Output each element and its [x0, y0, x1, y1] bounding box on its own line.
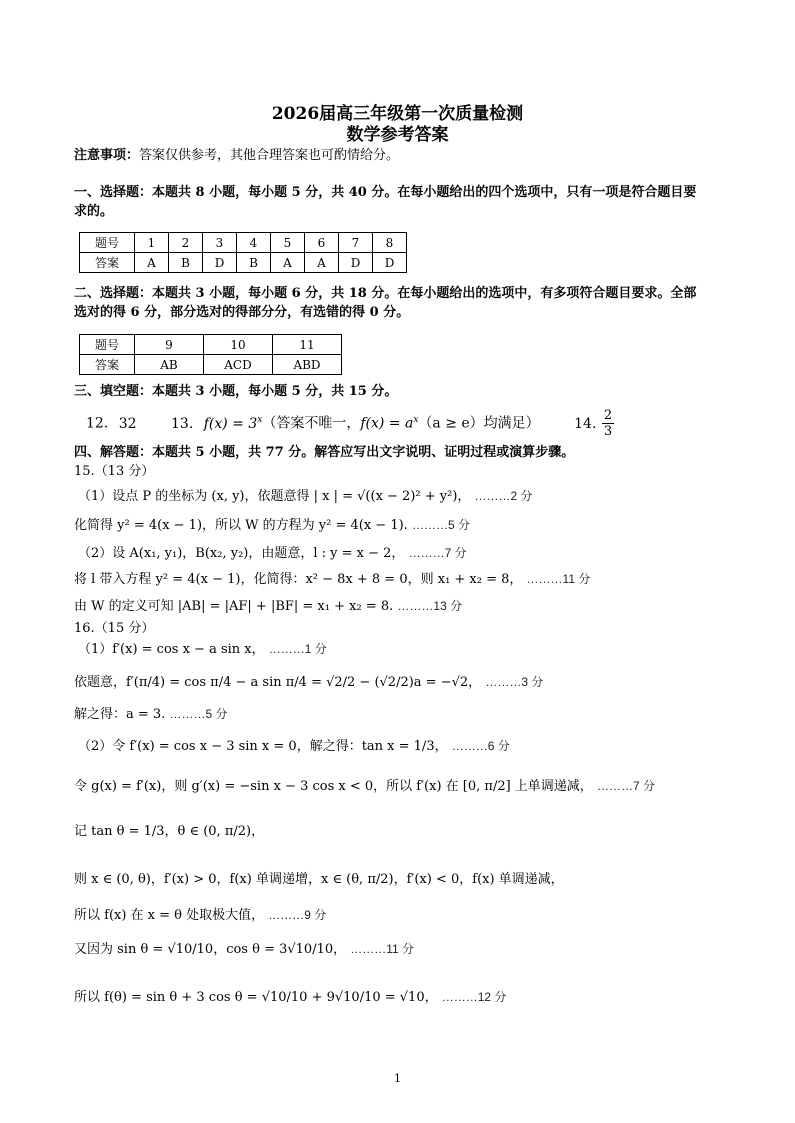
table-cell: 11: [273, 335, 342, 355]
table-cell: 1: [135, 233, 169, 253]
problem16-line3: [74, 705, 227, 724]
q13-answer-exponent: x: [257, 414, 263, 425]
table-cell: D: [373, 253, 407, 273]
section1-heading-line2: 求的。: [74, 204, 114, 219]
problem16-line2: [74, 673, 543, 692]
table-cell: A: [135, 253, 169, 273]
problem15-line5-text: 由 W 的定义可知 |AB| = |AF| + |BF| = x₁ + x₂ = 8.: [74, 599, 394, 614]
problem15-line1: [78, 487, 533, 506]
table-cell: D: [203, 253, 237, 273]
problem15-line1-text: （1）设点 P 的坐标为 (x, y)，依题意得 | x | = √((x − 2)² + y²)，: [78, 489, 471, 504]
problem15-line2-text: 化简得 y² = 4(x − 1)，所以 W 的方程为 y² = 4(x − 1).: [74, 518, 408, 533]
q13-answer-part4: （a ≥ e）均满足）: [418, 415, 540, 432]
section3-heading: 三、填空题：本题共 3 小题，每小题 5 分，共 15 分。: [74, 384, 398, 399]
problem15-line2-points: ………5 分: [411, 518, 470, 532]
problem16-line9: [74, 940, 414, 959]
q14-number: 14.: [574, 415, 597, 432]
problem15-line5-points: ………13 分: [397, 599, 463, 613]
problem16-line4-text: （2）令 f′(x) = cos x − 3 sin x = 0，解之得：tan x = 1/3，: [78, 739, 448, 754]
q14-numerator: 2: [603, 408, 613, 423]
document-subtitle: 数学参考答案: [346, 125, 449, 145]
problem16-title: 16.（15 分）: [74, 621, 155, 636]
problem16-line6: 记 tan θ = 1/3，θ ∈ (0, π/2)，: [74, 824, 265, 839]
problem16-line1: [78, 640, 327, 659]
problem16-line8: [74, 906, 326, 925]
problem16-line2-text: 依题意，f′(π/4) = cos π/4 − a sin π/4 = √2/2 − (√2/2)a = −√2，: [74, 675, 482, 690]
table-cell: D: [339, 253, 373, 273]
problem16-line1-points: ………1 分: [268, 642, 327, 656]
q13-answer-part1: f(x) = 3: [203, 415, 258, 432]
problem15-title: 15.（13 分）: [74, 464, 155, 479]
table-cell: 6: [305, 233, 339, 253]
table-cell: 4: [237, 233, 271, 253]
table-cell: ABD: [273, 355, 342, 375]
problem16-line9-points: ………11 分: [350, 942, 415, 956]
table-row: [80, 233, 407, 253]
table-cell: 题号: [80, 335, 135, 355]
problem16-line8-text: 所以 f(x) 在 x = θ 处取极大值，: [74, 908, 265, 923]
section2-heading-line1: 二、选择题：本题共 3 小题，每小题 6 分，共 18 分。在每小题给出的选项中，有多项符合题目要求。全部: [74, 286, 697, 301]
table-cell: B: [237, 253, 271, 273]
problem16-line3-text: 解之得：a = 3.: [74, 707, 166, 722]
problem16-line5-points: ………7 分: [596, 779, 655, 793]
q13-answer-exponent-2: x: [413, 414, 419, 425]
problem15-line1-points: ………2 分: [474, 489, 533, 503]
q13-number: 13.: [171, 415, 194, 432]
table-cell: 5: [271, 233, 305, 253]
problem15-line5: [74, 597, 462, 616]
problem16-line10: [74, 988, 506, 1007]
problem15-line2: [74, 516, 470, 535]
table-row: [80, 253, 407, 273]
problem15-line3: [78, 544, 467, 563]
table-row: [80, 355, 342, 375]
document-title: 2026届高三年级第一次质量检测: [271, 104, 524, 124]
page-number: 1: [394, 1072, 401, 1085]
problem16-line7: 则 x ∈ (0, θ)，f′(x) > 0，f(x) 单调递增，x ∈ (θ, π/2)，f′(x) < 0，f(x) 单调递减，: [74, 872, 564, 887]
q12-answer: 32: [118, 415, 137, 432]
table-cell: 答案: [80, 253, 135, 273]
problem16-line5: [74, 777, 655, 796]
notice-text: 答案仅供参考，其他合理答案也可酌情给分。: [139, 148, 400, 163]
section4-heading: 四、解答题：本题共 5 小题，共 77 分。解答应写出文字说明、证明过程或演算步骤。: [74, 445, 575, 460]
table-cell: ACD: [204, 355, 273, 375]
problem15-line4: [74, 570, 590, 589]
section2-answer-table: [79, 334, 342, 375]
notice-label: 注意事项：: [74, 148, 140, 163]
q12-number: 12.: [86, 415, 109, 432]
problem16-line2-points: ………3 分: [485, 675, 544, 689]
problem15-line3-points: ………7 分: [408, 546, 467, 560]
problem16-line1-text: （1）f′(x) = cos x − a sin x，: [78, 642, 265, 657]
problem16-line10-points: ………12 分: [441, 990, 507, 1004]
q14-denominator: 3: [603, 424, 613, 439]
notice-line: [74, 147, 399, 165]
problem15-line4-points: ………11 分: [526, 572, 591, 586]
table-cell: A: [271, 253, 305, 273]
section1-heading-line1: 一、选择题：本题共 8 小题，每小题 5 分，共 40 分。在每小题给出的四个选项中，只有一项是符合题目要: [74, 185, 697, 200]
problem16-line4-points: ………6 分: [451, 739, 510, 753]
q13-answer-part2: （答案不唯一，: [262, 415, 361, 432]
problem16-line8-points: ………9 分: [268, 908, 327, 922]
fill-in-answers-line: [86, 408, 615, 439]
table-cell: 3: [203, 233, 237, 253]
table-cell: 8: [373, 233, 407, 253]
table-cell: 10: [204, 335, 273, 355]
table-cell: 9: [135, 335, 204, 355]
table-cell: 2: [169, 233, 203, 253]
problem15-line4-text: 将 l 带入方程 y² = 4(x − 1)，化简得：x² − 8x + 8 = 0，则 x₁ + x₂ = 8，: [74, 572, 523, 587]
problem16-line3-points: ………5 分: [169, 707, 228, 721]
q14-answer-fraction: [602, 408, 614, 439]
problem15-line3-text: （2）设 A(x₁, y₁)，B(x₂, y₂)，由题意，l : y = x − 2，: [78, 546, 405, 561]
problem16-line5-text: 令 g(x) = f′(x)，则 g′(x) = −sin x − 3 cos x < 0，所以 f′(x) 在 [0, π/2] 上单调递减，: [74, 779, 593, 794]
problem16-line10-text: 所以 f(θ) = sin θ + 3 cos θ = √10/10 + 9√10/10 = √10，: [74, 990, 438, 1005]
table-cell: AB: [135, 355, 204, 375]
problem16-line4: [78, 737, 510, 756]
section1-answer-table: [79, 232, 407, 273]
table-cell: 题号: [80, 233, 135, 253]
table-row: [80, 335, 342, 355]
table-cell: B: [169, 253, 203, 273]
table-cell: 7: [339, 233, 373, 253]
table-cell: 答案: [80, 355, 135, 375]
section2-heading-line2: 选对的得 6 分，部分选对的得部分分，有选错的得 0 分。: [74, 305, 410, 320]
q13-answer-part3: f(x) = a: [360, 415, 414, 432]
table-cell: A: [305, 253, 339, 273]
problem16-line9-text: 又因为 sin θ = √10/10，cos θ = 3√10/10，: [74, 942, 347, 957]
